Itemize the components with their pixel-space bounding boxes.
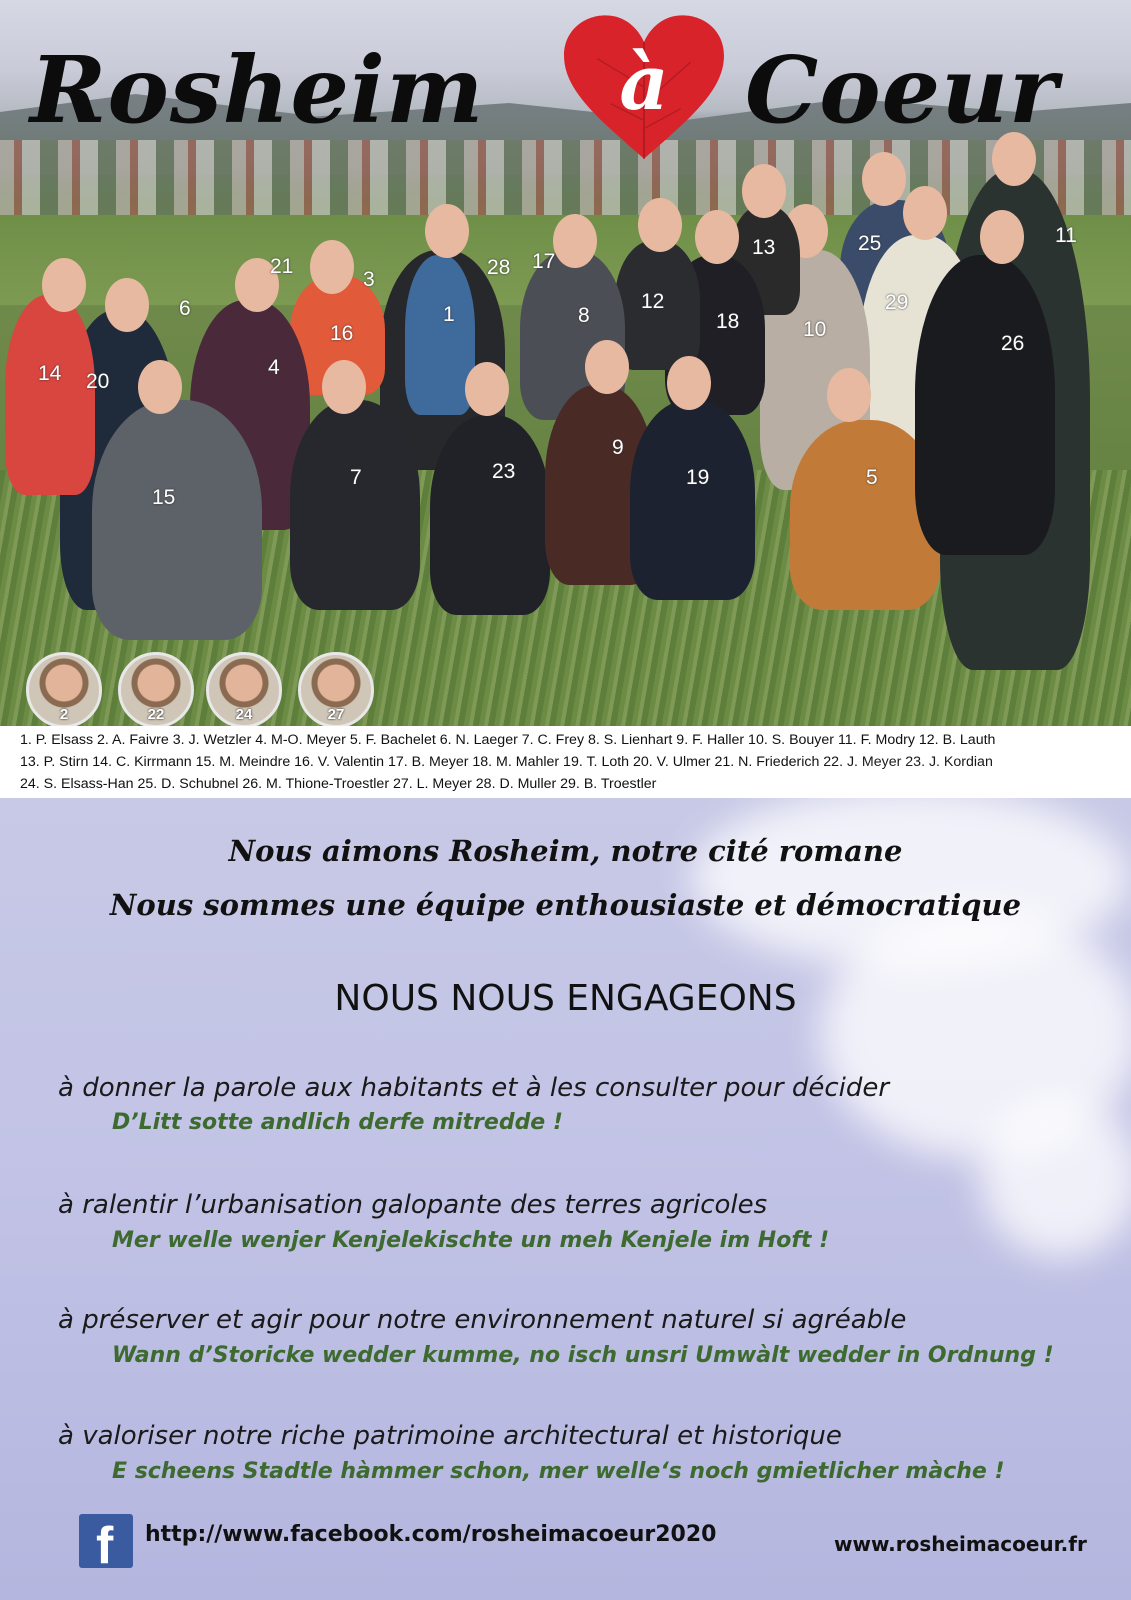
person-number: 16 — [330, 322, 354, 345]
person-number: 25 — [858, 232, 882, 255]
person-number: 13 — [752, 236, 776, 259]
person-head — [638, 198, 682, 252]
inset-avatar — [298, 652, 374, 726]
avatar-number: 24 — [235, 706, 253, 723]
person-head — [425, 204, 469, 258]
commitment-alsatian: D’Litt sotte andlich derfe mitredde ! — [112, 1110, 563, 1135]
person-number: 7 — [350, 466, 362, 489]
person-head — [138, 360, 182, 414]
person-head — [827, 368, 871, 422]
facebook-icon-letter: f — [96, 1517, 114, 1575]
person-number: 5 — [866, 466, 878, 489]
person-head — [310, 240, 354, 294]
person-number: 10 — [803, 318, 827, 341]
person-figure — [5, 295, 95, 495]
person-head — [980, 210, 1024, 264]
names-line: 1. P. Elsass 2. A. Faivre 3. J. Wetzler 4. M-O. Meyer 5. F. Bachelet 6. N. Laeger 7. C. Frey 8. S. Lienhart 9. F. Haller 10. S. Bouyer 11. F. Modry 12. B. Lauth — [20, 732, 996, 748]
person-number: 21 — [270, 255, 294, 278]
person-head — [585, 340, 629, 394]
person-number: 6 — [179, 297, 191, 320]
person-number: 3 — [363, 268, 375, 291]
person-head — [42, 258, 86, 312]
names-line: 13. P. Stirn 14. C. Kirrmann 15. M. Meindre 16. V. Valentin 17. B. Meyer 18. M. Mahler 19. T. Loth 20. V. Ulmer 21. N. Friederich 22. J. Meyer 23. J. Kordian — [20, 754, 993, 770]
commitment-french: à ralentir l’urbanisation galopante des terres agricoles — [58, 1190, 768, 1220]
person-head — [742, 164, 786, 218]
website-link[interactable]: www.rosheimacoeur.fr — [834, 1532, 1087, 1556]
inset-avatar — [26, 652, 102, 726]
commitment-french: à donner la parole aux habitants et à les consulter pour décider — [58, 1073, 890, 1103]
person-number: 29 — [885, 291, 909, 314]
person-number: 18 — [716, 310, 740, 333]
person-number: 26 — [1001, 332, 1025, 355]
brand-word-right: Coeur — [745, 36, 1059, 144]
inset-avatar — [206, 652, 282, 726]
person-number: 14 — [38, 362, 62, 385]
person-number: 28 — [487, 256, 511, 279]
brand-heart-letter: à — [619, 38, 669, 127]
person-number: 20 — [86, 370, 110, 393]
person-head — [465, 362, 509, 416]
facebook-link[interactable]: http://www.facebook.com/rosheimacoeur2020 — [145, 1522, 717, 1547]
commitment-alsatian: Wann d’Storicke wedder kumme, no isch unsri Umwàlt wedder in Ordnung ! — [112, 1343, 1054, 1368]
person-number: 17 — [532, 250, 556, 273]
person-number: 4 — [268, 356, 280, 379]
person-number: 8 — [578, 304, 590, 327]
person-head — [695, 210, 739, 264]
person-head — [322, 360, 366, 414]
person-number: 19 — [686, 466, 710, 489]
commitment-alsatian: E scheens Stadtle hàmmer schon, mer welle‘s noch gmietlicher màche ! — [112, 1459, 1005, 1484]
names-list — [0, 726, 1131, 798]
person-number: 12 — [641, 290, 665, 313]
slogan-line: Nous aimons Rosheim, notre cité romane — [228, 834, 903, 868]
person-number: 15 — [152, 486, 176, 509]
avatar-number: 22 — [147, 706, 165, 723]
commitment-french: à valoriser notre riche patrimoine architectural et historique — [58, 1421, 842, 1451]
commitment-french: à préserver et agir pour notre environnement naturel si agréable — [58, 1305, 907, 1335]
brand-title — [0, 22, 1131, 152]
person-figure — [915, 255, 1055, 555]
person-number: 1 — [443, 303, 455, 326]
commitment-alsatian: Mer welle wenjer Kenjelekischte un meh Kenjele im Hoft ! — [112, 1228, 830, 1253]
facebook-icon[interactable] — [79, 1514, 133, 1575]
avatar-number: 27 — [327, 706, 345, 723]
names-line: 24. S. Elsass-Han 25. D. Schubnel 26. M. Thione-Troestler 27. L. Meyer 28. D. Muller 29. B. Troestler — [20, 776, 657, 792]
person-head — [105, 278, 149, 332]
slogan-line: Nous sommes une équipe enthousiaste et démocratique — [109, 888, 1022, 922]
person-number: 23 — [492, 460, 516, 483]
group-photo — [0, 0, 1131, 726]
avatar-number: 2 — [59, 706, 69, 723]
person-number: 11 — [1055, 224, 1077, 247]
person-head — [862, 152, 906, 206]
person-head — [903, 186, 947, 240]
person-head — [553, 214, 597, 268]
person-number: 9 — [612, 436, 624, 459]
person-head — [667, 356, 711, 410]
person-figure — [290, 400, 420, 610]
person-figure — [92, 400, 262, 640]
inset-avatar — [118, 652, 194, 726]
cloud — [980, 1098, 1131, 1258]
person-figure — [630, 400, 755, 600]
person-figure — [430, 415, 550, 615]
brand-word-left: Rosheim — [30, 36, 485, 144]
engagement-title: NOUS NOUS ENGAGEONS — [334, 978, 797, 1019]
